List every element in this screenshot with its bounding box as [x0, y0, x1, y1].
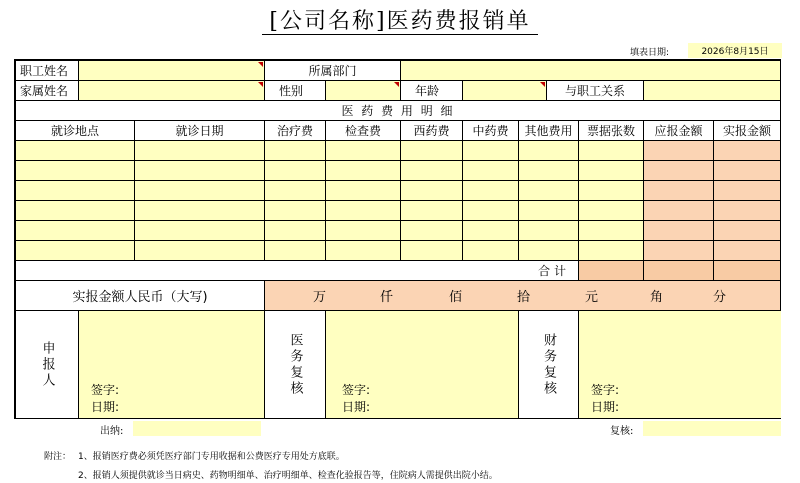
detail-cell[interactable] [579, 141, 644, 161]
detail-cell[interactable] [401, 221, 463, 241]
applicant-label [16, 311, 79, 419]
detail-cell[interactable] [714, 201, 781, 221]
detail-cell[interactable] [326, 201, 401, 221]
column-header: 西药费 [401, 121, 463, 141]
detail-cell[interactable] [644, 221, 714, 241]
unit-bai: 佰 [449, 290, 463, 305]
employee-name-label: 职工姓名 [16, 61, 79, 81]
detail-cell[interactable] [519, 221, 579, 241]
detail-cell[interactable] [135, 161, 265, 181]
applicant-text: 申报人 [39, 340, 55, 389]
gender-label: 性别 [265, 81, 326, 101]
unit-wan: 万 [313, 290, 327, 305]
detail-cell[interactable] [401, 161, 463, 181]
medical-review-label [265, 311, 326, 419]
applicant-signature-label: 签字: [91, 383, 120, 397]
column-header: 就诊日期 [135, 121, 265, 141]
detail-cell[interactable] [644, 201, 714, 221]
detail-cell[interactable] [135, 221, 265, 241]
amount-words-label: 实报金额人民币（大写) [16, 281, 265, 311]
detail-cell[interactable] [326, 241, 401, 261]
detail-cell[interactable] [579, 201, 644, 221]
detail-cell[interactable] [16, 181, 135, 201]
detail-cell[interactable] [644, 141, 714, 161]
medical-signature-label: 签字: [342, 383, 371, 397]
unit-fen: 分 [713, 290, 727, 305]
detail-cell[interactable] [463, 221, 519, 241]
detail-cell[interactable] [16, 221, 135, 241]
detail-cell[interactable] [463, 161, 519, 181]
applicant-date-label: 日期: [91, 400, 120, 414]
finance-review-label [519, 311, 579, 419]
detail-cell[interactable] [579, 221, 644, 241]
detail-cell[interactable] [714, 241, 781, 261]
total-field-receipts[interactable] [579, 261, 644, 281]
detail-cell[interactable] [265, 181, 326, 201]
finance-signature-label: 签字: [591, 383, 620, 397]
detail-section-title: 医 药 费 用 明 细 [16, 101, 781, 121]
detail-cell[interactable] [714, 141, 781, 161]
medical-review-sign-area[interactable] [326, 311, 519, 419]
detail-cell[interactable] [519, 141, 579, 161]
detail-cell[interactable] [714, 161, 781, 181]
detail-cell[interactable] [135, 201, 265, 221]
detail-cell[interactable] [519, 161, 579, 181]
finance-review-sign-area[interactable] [579, 311, 781, 419]
family-name-label: 家属姓名 [16, 81, 79, 101]
medical-review-text: 医务复核 [287, 333, 303, 397]
detail-cell[interactable] [519, 241, 579, 261]
detail-cell[interactable] [16, 201, 135, 221]
detail-cell[interactable] [265, 141, 326, 161]
detail-cell[interactable] [135, 181, 265, 201]
detail-cell[interactable] [326, 161, 401, 181]
column-header: 票据张数 [579, 121, 644, 141]
detail-cell[interactable] [463, 141, 519, 161]
detail-cell[interactable] [135, 241, 265, 261]
detail-cell[interactable] [714, 181, 781, 201]
cashier-field[interactable] [133, 421, 261, 436]
column-header: 就诊地点 [16, 121, 135, 141]
detail-cell[interactable] [265, 241, 326, 261]
column-header: 治疗费 [265, 121, 326, 141]
detail-cell[interactable] [265, 161, 326, 181]
total-field-payable[interactable] [644, 261, 714, 281]
detail-cell[interactable] [579, 181, 644, 201]
detail-cell[interactable] [714, 221, 781, 241]
detail-cell[interactable] [326, 181, 401, 201]
fill-date-value[interactable]: 2026年8月15日 [688, 43, 782, 58]
form-title: [公司名称]医药费报销单 [269, 9, 531, 34]
detail-cell[interactable] [644, 241, 714, 261]
detail-cell[interactable] [265, 201, 326, 221]
total-label: 合 计 [16, 261, 579, 281]
relation-label: 与职工关系 [547, 81, 644, 101]
column-header: 其他费用 [519, 121, 579, 141]
detail-cell[interactable] [265, 221, 326, 241]
detail-cell[interactable] [16, 141, 135, 161]
total-field-actual[interactable] [714, 261, 781, 281]
department-field[interactable] [401, 61, 781, 81]
unit-shi: 拾 [517, 290, 531, 305]
relation-field[interactable] [644, 81, 781, 101]
fill-date-label: 填表日期: [630, 48, 670, 58]
reviewer-field[interactable] [643, 421, 781, 436]
amount-words-field[interactable] [265, 281, 781, 311]
unit-jiao: 角 [650, 290, 664, 305]
employee-name-field[interactable] [79, 61, 265, 81]
column-header: 检查费 [326, 121, 401, 141]
note-item: 1、报销医疗费必须凭医疗部门专用收据和公费医疗专用处方底联。 [78, 452, 345, 462]
detail-cell[interactable] [463, 181, 519, 201]
title-underline [262, 34, 538, 35]
age-field[interactable] [463, 81, 547, 101]
applicant-sign-area[interactable] [79, 311, 265, 419]
detail-cell[interactable] [401, 181, 463, 201]
unit-qian: 仟 [380, 290, 394, 305]
finance-review-text: 财务复核 [541, 333, 556, 397]
detail-cell[interactable] [644, 161, 714, 181]
finance-date-label: 日期: [591, 400, 620, 414]
detail-cell[interactable] [579, 161, 644, 181]
column-header: 实报金额 [714, 121, 781, 141]
detail-cell[interactable] [579, 241, 644, 261]
reviewer-label: 复核: [610, 426, 634, 437]
detail-cell[interactable] [401, 241, 463, 261]
detail-cell[interactable] [644, 181, 714, 201]
detail-cell[interactable] [16, 161, 135, 181]
cashier-label: 出纳: [100, 426, 124, 437]
detail-cell[interactable] [519, 201, 579, 221]
gender-field[interactable] [326, 81, 401, 101]
age-label: 年龄 [401, 81, 463, 101]
notes-label: 附注： [44, 452, 72, 462]
detail-cell[interactable] [326, 141, 401, 161]
detail-cell[interactable] [463, 241, 519, 261]
detail-cell[interactable] [326, 221, 401, 241]
detail-cell[interactable] [401, 201, 463, 221]
family-name-field[interactable] [79, 81, 265, 101]
detail-cell[interactable] [401, 141, 463, 161]
column-header: 应报金额 [644, 121, 714, 141]
medical-date-label: 日期: [342, 400, 371, 414]
department-label: 所属部门 [265, 61, 401, 81]
detail-cell[interactable] [463, 201, 519, 221]
column-header: 中药费 [463, 121, 519, 141]
detail-cell[interactable] [519, 181, 579, 201]
unit-yuan: 元 [585, 290, 599, 305]
reimbursement-form [14, 59, 781, 419]
detail-cell[interactable] [135, 141, 265, 161]
detail-cell[interactable] [16, 241, 135, 261]
note-item: 2、报销人须提供就诊当日病史、药物明细单、治疗明细单、检查化验报告等，住院病人需提供出院小结。 [78, 471, 498, 481]
